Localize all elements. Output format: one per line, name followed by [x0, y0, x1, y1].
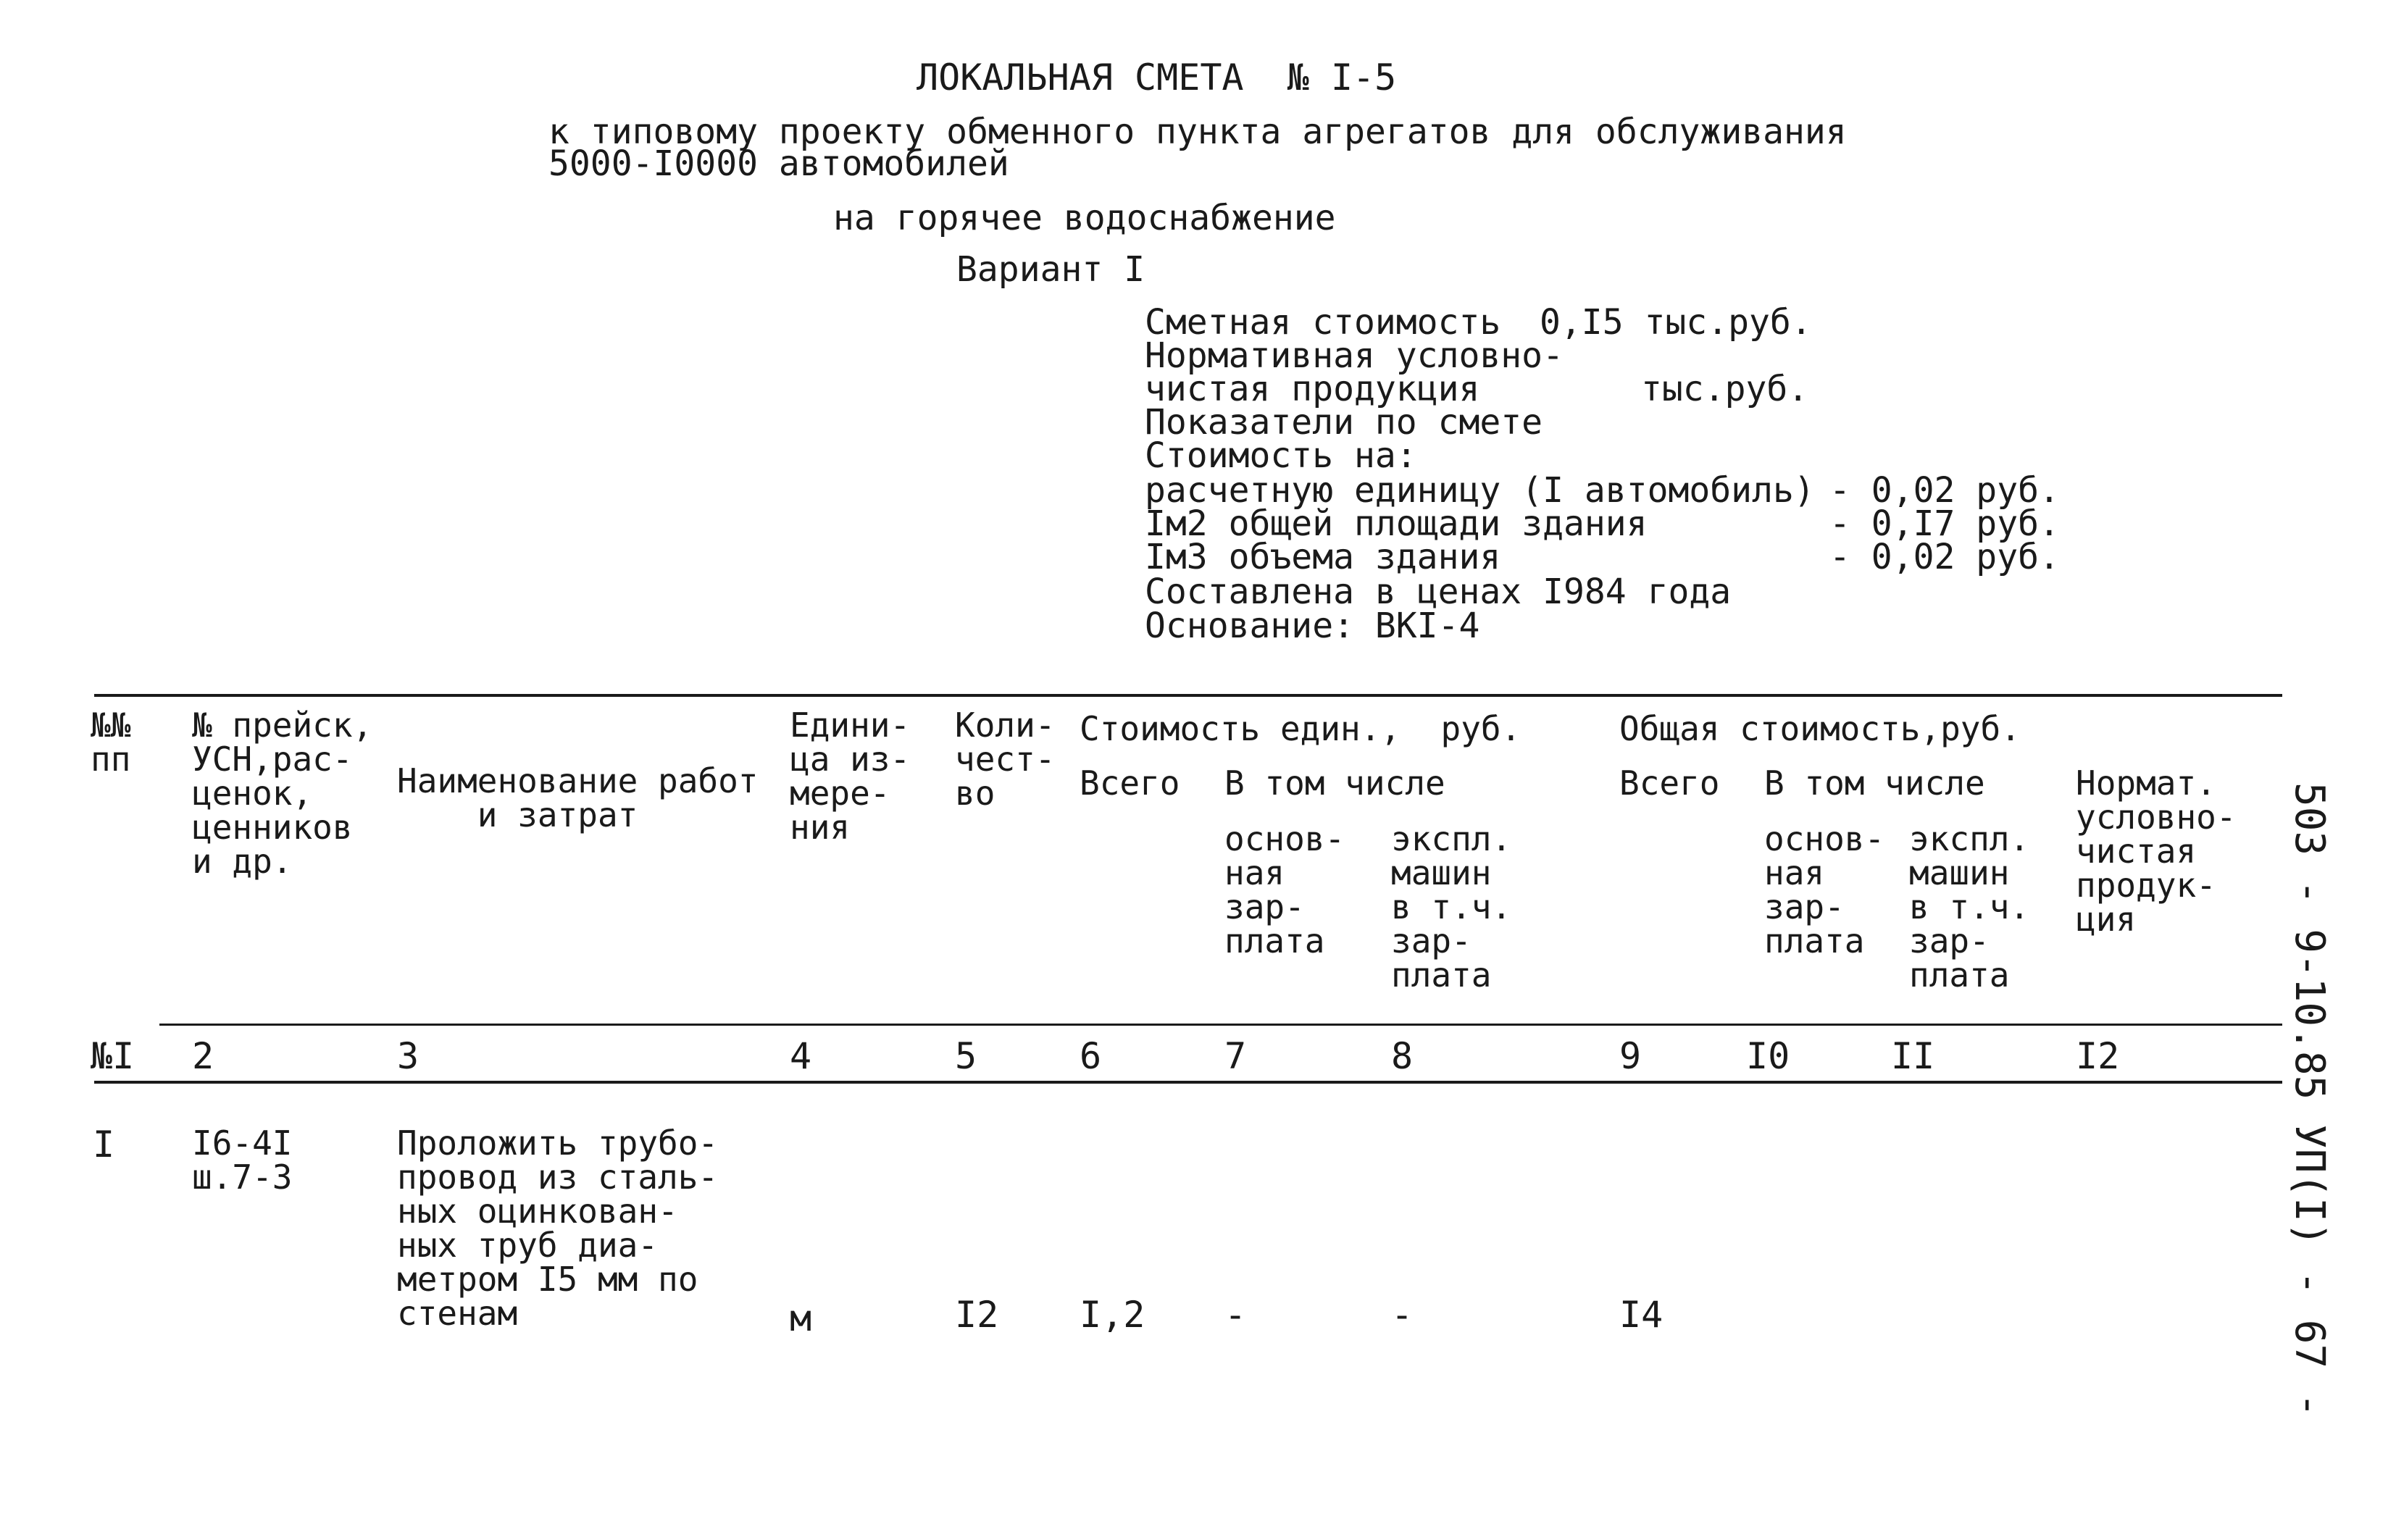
indicator-value-area: - 0,I7 руб.	[1829, 503, 2060, 544]
table-numbers-rule	[94, 1081, 2282, 1084]
col-number-3: 3	[397, 1035, 419, 1077]
col-number-7: 7	[1224, 1035, 1247, 1077]
indicator-value-car: - 0,02 руб.	[1829, 470, 2060, 511]
col-number-4: 4	[790, 1035, 812, 1077]
header-row-number: №№ пп	[91, 706, 131, 779]
cost-on-label: Стоимость на:	[1145, 435, 1417, 476]
header-unit: Едини- ца из- мере- ния	[790, 706, 911, 847]
header-total-machines: экспл. машин в т.ч. зар- плата	[1909, 819, 2030, 995]
prices-year-line: Составлена в ценах I984 года	[1145, 572, 1732, 612]
col-number-1: №I	[91, 1035, 135, 1077]
side-document-code: 503 - 9-10.85 УП(I) - 67 -	[2286, 782, 2333, 1418]
normative-label-1: Нормативная условно-	[1145, 335, 1564, 376]
indicators-label: Показатели по смете	[1145, 402, 1543, 443]
variant-line: Вариант I	[956, 249, 1145, 290]
header-unit-cost: Стоимость един., руб.	[1080, 709, 1521, 748]
row-unit: м	[790, 1297, 812, 1339]
col-number-8: 8	[1391, 1035, 1414, 1077]
subtitle-line-2: 5000-I0000 автомобилей	[548, 143, 1009, 184]
indicator-label-volume: Iм3 объема здания	[1145, 537, 1501, 577]
header-unit-including: В том числе	[1224, 763, 1445, 803]
row-total: I4	[1619, 1294, 1664, 1336]
table-top-rule	[94, 694, 2282, 697]
normative-label-2: чистая продукция	[1145, 369, 1480, 409]
header-total-wage: основ- ная зар- плата	[1764, 819, 1885, 961]
row-number: I	[93, 1123, 115, 1166]
row-unit-total: I,2	[1080, 1294, 1145, 1336]
row-unit-wage: -	[1224, 1294, 1247, 1336]
col-number-9: 9	[1619, 1035, 1642, 1077]
header-unit-machines: экспл. машин в т.ч. зар- плата	[1391, 819, 1512, 995]
basis-line: Основание: ВКI-4	[1145, 606, 1480, 646]
estimated-cost-label: Сметная стоимость	[1145, 302, 1501, 343]
row-work-name: Проложить трубо- провод из сталь- ных оцинкован- ных труб диа- метром I5 мм по стенам	[397, 1123, 719, 1333]
header-net-production: Нормат. условно- чистая продук- ция	[2076, 763, 2237, 939]
col-number-2: 2	[192, 1035, 214, 1077]
header-total-total: Всего	[1619, 763, 1720, 803]
row-quantity: I2	[955, 1294, 999, 1336]
indicator-label-car: расчетную единицу (I автомобиль)	[1145, 470, 1815, 511]
indicator-value-volume: - 0,02 руб.	[1829, 537, 2060, 577]
header-price-code: № прейск, УСН,рас- ценок, ценников и др.	[192, 706, 373, 881]
table-header-rule	[159, 1024, 2282, 1026]
header-unit-total: Всего	[1080, 763, 1180, 803]
row-unit-machines: -	[1391, 1294, 1414, 1336]
row-price-code: I6-4I ш.7-3	[192, 1123, 293, 1197]
estimated-cost-value: 0,I5 тыс.руб.	[1540, 302, 1812, 343]
header-work-name: Наименование работ и затрат	[397, 761, 759, 834]
subtitle-line-1: к типовому проекту обменного пункта агрегатов для обслуживания	[548, 112, 1847, 152]
normative-unit: тыс.руб.	[1641, 369, 1809, 409]
col-number-6: 6	[1080, 1035, 1102, 1077]
header-unit-wage: основ- ная зар- плата	[1224, 819, 1345, 961]
document-title: ЛОКАЛЬНАЯ СМЕТА № I-5	[917, 57, 1397, 99]
header-total-including: В том числе	[1764, 763, 1985, 803]
col-number-5: 5	[955, 1035, 977, 1077]
purpose-line: на горячее водоснабжение	[833, 198, 1336, 238]
col-number-10: I0	[1746, 1035, 1790, 1077]
col-number-11: II	[1891, 1035, 1935, 1077]
header-total-cost: Общая стоимость,руб.	[1619, 709, 2021, 748]
indicator-label-area: Iм2 общей площади здания	[1145, 503, 1648, 544]
header-quantity: Коли- чест- во	[955, 706, 1056, 813]
col-number-12: I2	[2076, 1035, 2120, 1077]
